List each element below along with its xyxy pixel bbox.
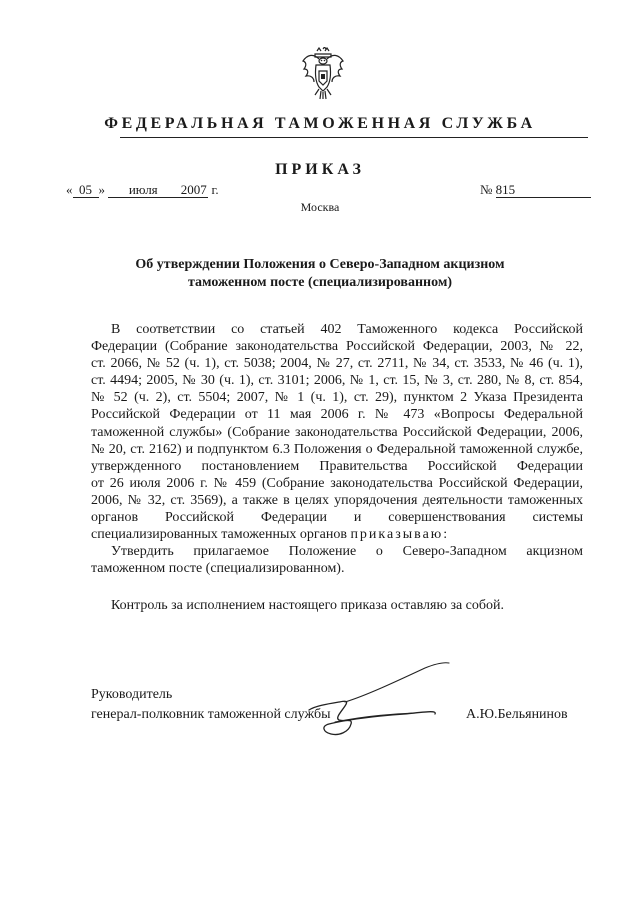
order-city: Москва — [300, 200, 340, 214]
order-month: июля — [108, 183, 178, 198]
body-line: утвержденного постановлением Правительства Российской Федерации — [91, 458, 583, 474]
date-quote-close: » — [98, 182, 105, 197]
order-year-prefix: 200 — [178, 183, 200, 198]
order-body — [91, 321, 583, 577]
command-word: приказываю: — [350, 527, 450, 543]
body-line: таможенной службы» (Собрание законодательства Российской Федерации, 2006, — [91, 424, 583, 440]
body-line: В соответствии со статьей 402 Таможенного кодекса Российской — [111, 322, 583, 337]
order-number: 815 — [496, 183, 591, 198]
body-line: от 26 июля 2006 г. № 459 (Собрание законодательства Российской Федерации, — [91, 475, 583, 491]
date-quote-open: « — [66, 182, 73, 197]
body-line: ст. 4494; 2005, № 30 (ч. 1), ст. 3101; 2006, № 1, ст. 15, № 3, ст. 280, № 8, ст. 854, — [91, 373, 583, 389]
approve-line-2: таможенном посте (специализированном). — [91, 561, 345, 577]
subject-line-2: таможенном посте (специализированном) — [187, 275, 453, 290]
body-line: № 52 (ч. 2), ст. 5504; 2007, № 1 (ч. 1), ст. 29), пунктом 2 Указа Президента — [91, 390, 583, 406]
body-line: органов Российской Федерации и совершенствования системы — [91, 510, 583, 526]
order-title: ПРИКАЗ — [275, 161, 365, 178]
coat-of-arms-emblem — [301, 47, 345, 101]
body-line: ст. 2066, № 52 (ч. 1), ст. 5038; 2004, № 27, ст. 2711, № 34, ст. 3533, № 46 (ч. 1), — [91, 356, 583, 372]
body-line: Российской Федерации от 11 мая 2006 г. № 473 «Вопросы Федеральной — [91, 407, 583, 423]
body-line: № 20, ст. 2162) и подпунктом 6.3 Положения о Федеральной таможенной службе, — [91, 441, 583, 457]
body-line: 2006, № 32, ст. 3569), а также в целях упорядочения деятельности таможенных — [91, 492, 583, 508]
order-day: 05 — [73, 183, 99, 198]
approve-line-1: Утвердить прилагаемое Положение о Северо-Западном акцизном — [111, 544, 583, 560]
order-year-unit: г. — [211, 182, 219, 197]
subject-line-1: Об утверждении Положения о Северо-Западном акцизном — [135, 257, 505, 272]
body-line: Федерации (Собрание законодательства Российской Федерации, 2003, № 22, — [91, 339, 583, 355]
order-subject — [0, 256, 640, 292]
signatory-position-line-1: Руководитель — [91, 687, 173, 702]
order-year-suffix: 7 — [200, 182, 207, 197]
body-line-command — [91, 526, 583, 543]
order-number-label: № — [480, 182, 493, 197]
order-number-line — [480, 182, 591, 198]
order-date — [66, 182, 219, 198]
signatory-name: А.Ю.Бельянинов — [466, 707, 568, 722]
handwritten-signature — [305, 662, 455, 742]
organization-name: ФЕДЕРАЛЬНАЯ ТАМОЖЕННАЯ СЛУЖБА — [104, 115, 536, 132]
signatory-position-line-2: генерал-полковник таможенной службы — [91, 707, 331, 722]
header-divider — [120, 137, 588, 138]
control-clause: Контроль за исполнением настоящего приказа оставляю за собой. — [111, 598, 505, 613]
body-line-prefix: специализированных таможенных органов — [91, 527, 347, 543]
